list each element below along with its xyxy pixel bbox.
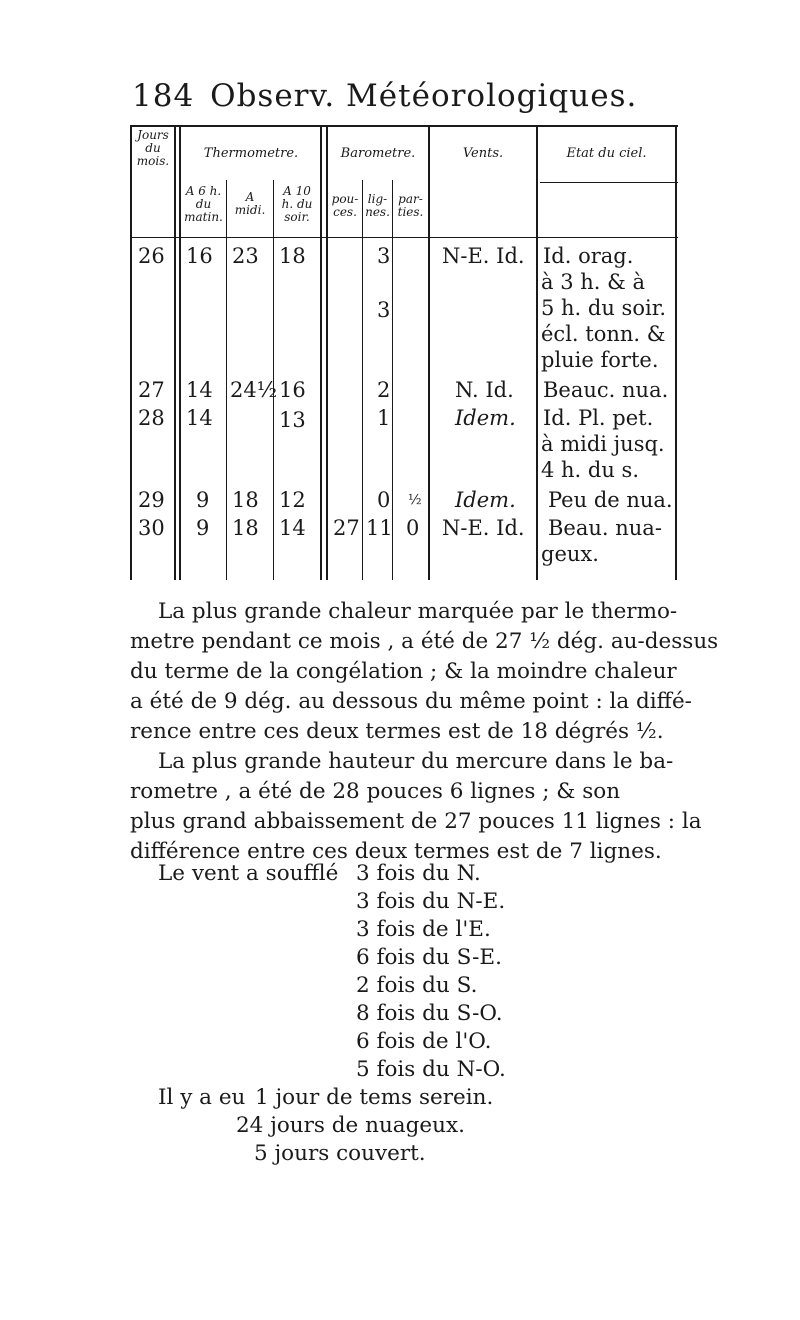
cell-tmidi: 18 (232, 516, 259, 540)
cell-t10: 16 (279, 378, 306, 402)
cell-ciel: à midi jusq. (541, 432, 665, 456)
cell-tmidi: 18 (232, 488, 259, 512)
cell-tmidi: 23 (232, 244, 259, 268)
header-etat-du-ciel: Etat du ciel. (566, 146, 647, 161)
wind-item: 6 fois du S-E. (356, 945, 502, 970)
col-rule (320, 125, 322, 580)
cell-ciel: à 3 h. & à (541, 270, 645, 294)
header-bottom-rule (130, 237, 678, 238)
paragraph-line: a été de 9 dég. au dessous du même point : la diffé- (130, 689, 692, 714)
col-rule (226, 180, 227, 580)
cell-ciel: 5 h. du soir. (541, 296, 667, 320)
winds-lead: Le vent a soufflé (158, 861, 339, 886)
day-item: 5 jours couvert. (254, 1141, 426, 1166)
paragraph-line: La plus grande chaleur marquée par le thermo- (158, 599, 678, 624)
subheader-6h-matin: A 6 h. du matin. (184, 184, 223, 224)
cell-parties: ½ (408, 492, 422, 508)
header-thermometre: Thermometre. (203, 146, 299, 161)
cell-lignes: 1 (377, 406, 391, 430)
cell-ciel: 4 h. du s. (541, 458, 640, 482)
wind-item: 3 fois de l'E. (356, 917, 491, 942)
days-lead: Il y a eu (158, 1085, 246, 1110)
cell-day: 29 (138, 488, 165, 512)
subheader-lignes: lig- nes. (365, 192, 390, 219)
cell-t6: 14 (186, 406, 213, 430)
cell-t6: 14 (186, 378, 213, 402)
day-item: 24 jours de nuageux. (236, 1113, 465, 1138)
header-jours: Jours du mois. (136, 128, 170, 168)
cell-ciel: pluie forte. (541, 348, 659, 372)
subheader-10h-soir: A 10 h. du soir. (281, 184, 313, 224)
weather-table (130, 125, 678, 580)
wind-item: 8 fois du S-O. (356, 1001, 503, 1026)
cell-pouces: 27 (333, 516, 360, 540)
cell-parties: 0 (406, 516, 420, 540)
paragraph-line: plus grand abbaissement de 27 pouces 11 lignes : la (130, 809, 702, 834)
cell-ciel: Id. orag. (543, 244, 634, 268)
cell-vent: N. Id. (455, 378, 514, 402)
cell-t6: 16 (186, 244, 213, 268)
cell-ciel: Beauc. nua. (543, 378, 669, 402)
header-vents: Vents. (462, 146, 504, 161)
cell-t10: 13 (279, 408, 306, 432)
cell-vent: N-E. Id. (442, 516, 525, 540)
cell-ciel: Id. Pl. pet. (543, 406, 654, 430)
cell-t6: 9 (196, 488, 210, 512)
col-rule (536, 125, 538, 580)
cell-lignes: 3 (377, 298, 391, 322)
wind-item: 6 fois de l'O. (356, 1029, 492, 1054)
cell-lignes: 0 (377, 488, 391, 512)
cell-t10: 14 (279, 516, 306, 540)
cell-ciel: Beau. nua- (548, 516, 662, 540)
paragraph-line: rence entre ces deux termes est de 18 dégrés ½. (130, 719, 664, 744)
subheader-parties: par- ties. (397, 192, 424, 219)
wind-item: 3 fois du N. (356, 861, 481, 886)
table-left-rule (130, 125, 132, 580)
cell-lignes: 2 (377, 378, 391, 402)
paragraph-line: metre pendant ce mois , a été de 27 ½ dég. au-dessus (130, 629, 719, 654)
wind-item: 2 fois du S. (356, 973, 478, 998)
wind-item: 5 fois du N-O. (356, 1057, 506, 1082)
cell-ciel: écl. tonn. & (541, 322, 666, 346)
wind-item: 3 fois du N-E. (356, 889, 506, 914)
paragraph-line: différence entre ces deux termes est de 7 lignes. (130, 839, 662, 864)
cell-vent: Idem. (455, 406, 516, 430)
cell-t10: 12 (279, 488, 306, 512)
header-rule (540, 182, 678, 183)
cell-ciel: Peu de nua. (548, 488, 673, 512)
running-head (132, 78, 652, 114)
col-rule (428, 125, 430, 580)
cell-t10: 18 (279, 244, 306, 268)
paragraph-line: La plus grande hauteur du mercure dans le ba- (158, 749, 674, 774)
paragraph-line: rometre , a été de 28 pouces 6 lignes ; & son (130, 779, 621, 804)
running-head-title: Observ. Météorologiques. (210, 78, 638, 114)
cell-day: 26 (138, 244, 165, 268)
cell-day: 28 (138, 406, 165, 430)
col-rule (174, 125, 176, 580)
cell-ciel: geux. (541, 542, 599, 566)
cell-vent: N-E. Id. (442, 244, 525, 268)
cell-t6: 9 (196, 516, 210, 540)
subheader-pouces: pou- ces. (331, 192, 359, 219)
col-rule (362, 180, 363, 580)
subheader-midi: A midi. (234, 190, 266, 217)
page-number: 184 (132, 78, 195, 114)
table-right-rule (675, 125, 677, 580)
header-barometre: Barometre. (340, 146, 416, 161)
cell-vent: Idem. (455, 488, 516, 512)
cell-lignes: 3 (377, 244, 391, 268)
cell-lignes: 11 (366, 516, 393, 540)
cell-day: 30 (138, 516, 165, 540)
day-item: 1 jour de tems serein. (255, 1085, 494, 1110)
cell-tmidi: 24½ (230, 378, 278, 402)
table-top-rule (130, 125, 678, 127)
paragraph-line: du terme de la congélation ; & la moindre chaleur (130, 659, 677, 684)
cell-day: 27 (138, 378, 165, 402)
